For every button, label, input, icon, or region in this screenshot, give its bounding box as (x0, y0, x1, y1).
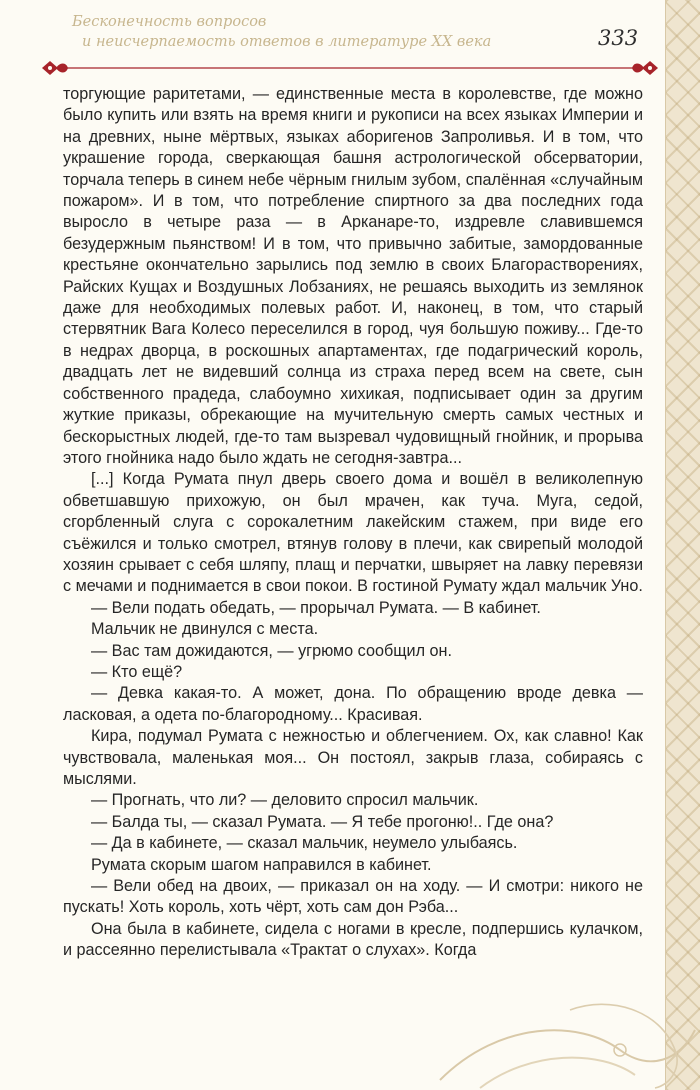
running-title-line-2: и неисчерпаемость ответов в литературе XX века (82, 34, 492, 50)
dialogue-line: — Вели подать обедать, — прорычал Румата. — В кабинет. (91, 598, 541, 617)
right-ornament-icon (632, 61, 658, 75)
header-ornament-rule (40, 56, 660, 80)
dialogue-line: — Кто ещё? (91, 662, 183, 681)
paragraph: Румата скорым шагом направился в кабинет. (91, 855, 432, 874)
paragraph: торгующие раритетами, — единственные места в королевстве, где можно было купить или взять на время книги и рукописи на всех языках Империи и на древних, ныне мёртвых, языках аборигенов Запроливья. И в том, что украшение города, сверкающая башня астрологической обсерватории, торчала теперь в синем небе чёрным гнилым зубом, спалённая «случайным пожаром». И в том, что потребление спиртного за два последних года выросло в четыре раза — в Арканаре-то, издревле славившемся безудержным пьянством! И в том, что привычно забитые, замордованные крестьяне окончательно зарылись под землю в своих Благорастворениях, Райских Кущах и Воздушных Лобзаниях, не решаясь выходить из землянок даже для необходимых полевых работ. И, наконец, в том, что старый стервятник Вага Колесо переселился в город, чуя большую поживу... Где-то в недрах дворца, в роскошных апартаментах, где подагрический король, двадцать лет не видевший солнца из страха перед всем на свете, сын собственного прадеда, слабоумно хихикая, подписывает один за другим жуткие приказы, обрекающие на мучительную смерть самых честных и бескорыстных людей, где-то там вызревал чудовищный гнойник, и прорыва этого гнойника надо было ждать не сегодня-завтра... (63, 85, 643, 467)
dialogue-line: — Девка какая-то. А может, дона. По обращению вроде девка — ласковая, а одета по-благородному... Красивая. (63, 684, 643, 724)
page-header (0, 0, 666, 80)
dialogue-line: — Балда ты, — сказал Румата. — Я тебе прогоню!.. Где она? (91, 812, 554, 831)
paragraph: Мальчик не двинулся с места. (91, 620, 319, 639)
running-title-line-1: Бесконечность вопросов (72, 14, 267, 30)
dialogue-line: — Вели обед на двоих, — приказал он на ходу. — И смотри: никого не пускать! Хоть король, хоть чёрт, хоть сам дон Рэба... (63, 877, 643, 917)
page-number: 333 (598, 26, 639, 50)
paragraph: Она была в кабинете, сидела с ногами в кресле, подпершись кулачком, и рассеянно перелистывала «Трактат о слухах». Когда (63, 919, 643, 960)
left-ornament-icon (42, 61, 68, 75)
paragraph: [...] Когда Румата пнул дверь своего дома и вошёл в великолепную обветшавшую прихожую, он был мрачен, как туча. Муга, седой, сгорбленный слуга с сорокалетним лакейским стажем, при виде его съёжился и только смотрел, втянув голову в плечи, как свирепый молодой хозяин срывает с себя шляпу, плащ и перчатки, швыряет на лавку перевязи с мечами и поднимается в свои покои. В гостиной Румату ждал мальчик Уно. (63, 470, 643, 596)
paragraph: Кира, подумал Румата с нежностью и облегчением. Ох, как славно! Как чувствовала, маленькая моя... Он постоял, закрыв глаза, собираясь с мыслями. (63, 727, 643, 788)
dialogue-line: — Прогнать, что ли? — деловито спросил мальчик. (91, 791, 479, 810)
main-text (63, 84, 643, 962)
dialogue-line: — Да в кабинете, — сказал мальчик, неумело улыбаясь. (91, 834, 518, 853)
running-title (72, 12, 532, 52)
dialogue-line: — Вас там дожидаются, — угрюмо сообщил он. (91, 641, 452, 660)
